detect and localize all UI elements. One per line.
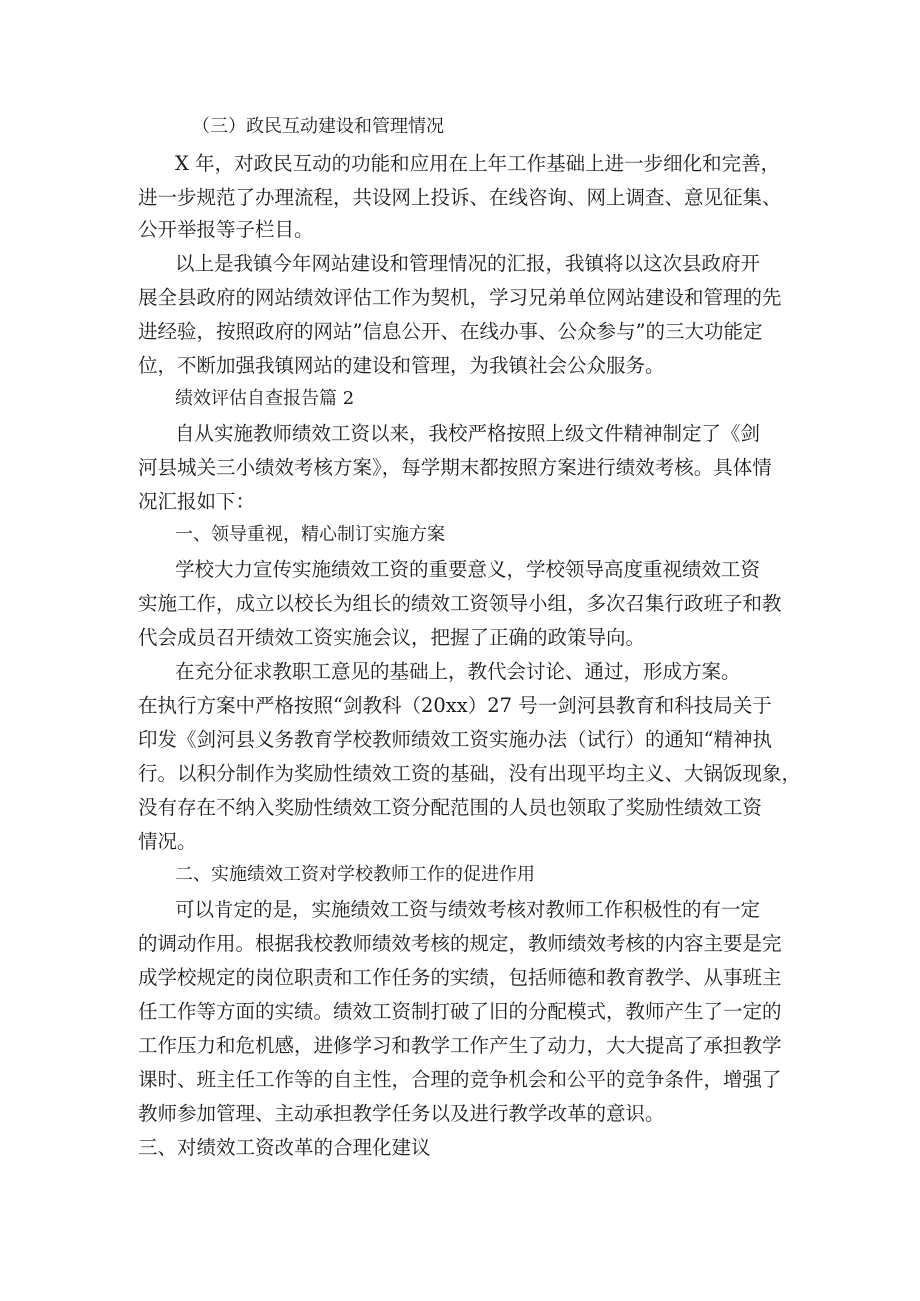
paragraph-line: 河县城关三小绩效考核方案》，每学期末都按照方案进行绩效考核。具体情 — [138, 456, 772, 479]
report-title-part-2: 绩效评估自查报告篇 2 — [175, 388, 355, 409]
paragraph-line: X 年，对政民互动的功能和应用在上年工作基础上进一步细化和完善， — [175, 152, 781, 175]
paragraph-line: 任工作等方面的实绩。绩效工资制打破了旧的分配模式，教师产生了一定的 — [138, 1000, 782, 1023]
paragraph-line: 情况。 — [138, 830, 197, 853]
paragraph-line: 课时、班主任工作等的自主性，合理的竞争机会和公平的竞争条件，增强了 — [138, 1068, 782, 1091]
paragraph-line: 可以肯定的是，实施绩效工资与绩效考核对教师工作积极性的有一定 — [175, 898, 761, 921]
paragraph-line: 学校大力宣传实施绩效工资的重要意义，学校领导高度重视绩效工资 — [175, 558, 761, 581]
paragraph-line: 在执行方案中严格按照“剑教科（20xx）27 号一剑河县教育和科技局关于 — [138, 694, 772, 717]
paragraph-line: 代会成员召开绩效工资实施会议，把握了正确的政策导向。 — [138, 626, 646, 649]
section-heading-interaction: （三）政民互动建设和管理情况 — [192, 116, 444, 137]
paragraph-line: 成学校规定的岗位职责和工作任务的实绩，包括师德和教育教学、从事班主 — [138, 966, 782, 989]
paragraph-line: 进经验，按照政府的网站”信息公开、在线办事、公众参与”的三大功能定 — [138, 320, 763, 343]
paragraph-line: 没有存在不纳入奖励性绩效工资分配范围的人员也领取了奖励性绩效工资 — [138, 796, 763, 819]
section-heading-2: 二、实施绩效工资对学校教师工作的促进作用 — [175, 864, 535, 885]
paragraph-line: 实施工作，成立以校长为组长的绩效工资领导小组，多次召集行政班子和教 — [138, 592, 782, 615]
paragraph-line: 工作压力和危机感，进修学习和教学工作产生了动力，大大提高了承担教学 — [138, 1034, 782, 1057]
paragraph-line: 位，不断加强我镇网站的建设和管理，为我镇社会公众服务。 — [138, 354, 665, 377]
paragraph-line: 行。以积分制作为奖励性绩效工资的基础，没有出现平均主义、大锅饭现象， — [138, 762, 802, 785]
paragraph-line: 教师参加管理、主动承担教学任务以及进行教学改革的意识。 — [138, 1102, 665, 1125]
paragraph-line: 印发《剑河县义务教育学校教师绩效工资实施办法（试行）的通知“精神执 — [138, 728, 772, 751]
paragraph-line: 自从实施教师绩效工资以来，我校严格按照上级文件精神制定了《剑 — [175, 422, 761, 445]
paragraph-line: 以上是我镇今年网站建设和管理情况的汇报，我镇将以这次县政府开 — [175, 252, 761, 275]
paragraph-line: 况汇报如下： — [138, 490, 256, 513]
paragraph-line: 三、对绩效工资改革的合理化建议 — [138, 1136, 431, 1159]
paragraph-line: 展全县政府的网站绩效评估工作为契机，学习兄弟单位网站建设和管理的先 — [138, 286, 782, 309]
paragraph-line: 的调动作用。根据我校教师绩效考核的规定，教师绩效考核的内容主要是完 — [138, 932, 782, 955]
paragraph-line: 公开举报等子栏目。 — [138, 218, 314, 241]
section-heading-1: 一、领导重视，精心制订实施方案 — [175, 524, 445, 545]
paragraph-line: 进一步规范了办理流程，共设网上投诉、在线咨询、网上调查、意见征集、 — [138, 186, 782, 209]
paragraph-line: 在充分征求教职工意见的基础上，教代会讨论、通过，形成方案。 — [175, 660, 741, 683]
